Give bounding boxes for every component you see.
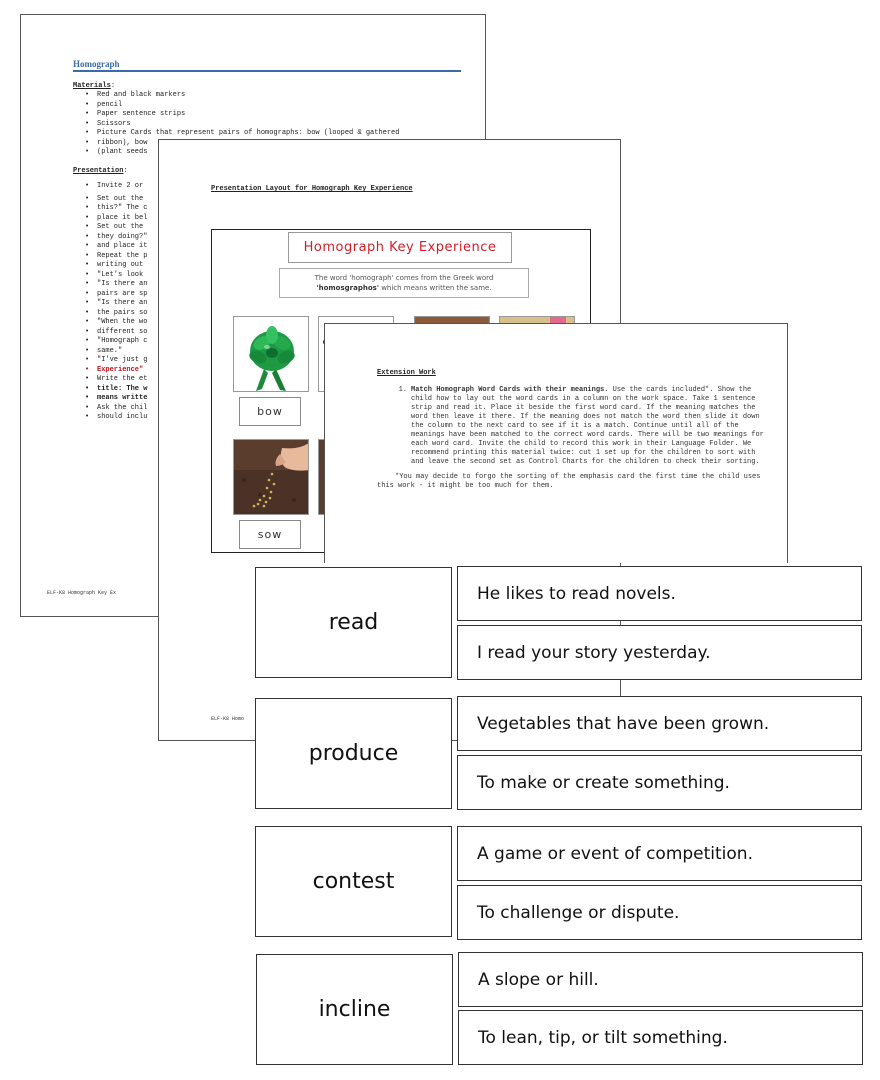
list-item: • Paper sentence strips bbox=[97, 110, 399, 120]
list-item: • place it bel bbox=[97, 214, 147, 224]
meaning-strip: A slope or hill. bbox=[458, 952, 863, 1007]
presentation-heading: Presentation bbox=[73, 167, 124, 175]
list-item: • means writte bbox=[97, 394, 147, 404]
word-card-incline: incline bbox=[256, 954, 453, 1065]
page-title bbox=[377, 369, 436, 377]
list-item: • Scissors bbox=[97, 120, 399, 130]
list-item: • Set out the bbox=[97, 195, 147, 205]
list-item: • "When the wo bbox=[97, 318, 147, 328]
presentation-list bbox=[73, 182, 147, 423]
list-item-continued: • (plant seeds bbox=[97, 148, 399, 158]
list-item: • "I've just g bbox=[97, 356, 147, 366]
meaning-strip: To lean, tip, or tilt something. bbox=[458, 1010, 863, 1065]
materials-section: Materials: • Red and black markers • pencil • Paper sentence strips • Scissors • Picture Cards that represent pairs of homographs: bow (looped & gathered • ribbon), bow • (plant seeds bbox=[73, 82, 399, 158]
list-item: • "Let's look bbox=[97, 271, 147, 281]
extension-body bbox=[377, 386, 767, 491]
subtitle-line: which means written the same. bbox=[378, 284, 492, 292]
list-item: • this?" The c bbox=[97, 204, 147, 214]
list-item: • same." bbox=[97, 347, 147, 357]
list-item: • "Homograph c bbox=[97, 337, 147, 347]
page-title: Presentation Layout for Homograph Key Experience bbox=[211, 185, 413, 193]
item-number: 1. bbox=[398, 386, 407, 394]
list-item: • different so bbox=[97, 328, 147, 338]
list-item: • "Is there an bbox=[97, 280, 147, 290]
list-item: • Ask the chil bbox=[97, 404, 147, 414]
list-item: • Experience" bbox=[97, 366, 147, 376]
list-item: • Red and black markers bbox=[97, 91, 399, 101]
panel-subtitle bbox=[279, 268, 529, 298]
subtitle-line: The word 'homograph' comes from the Greek word bbox=[314, 274, 494, 282]
item-text bbox=[411, 386, 767, 467]
list-item: • pencil bbox=[97, 101, 399, 111]
page-footer: ELF-K8 Homograph Key Ex bbox=[47, 590, 117, 596]
list-item: • should inclu bbox=[97, 413, 147, 423]
meaning-strip: He likes to read novels. bbox=[457, 566, 862, 621]
panel-title: Homograph Key Experience bbox=[288, 232, 512, 263]
list-item: • Repeat the p bbox=[97, 252, 147, 262]
list-item: • the pairs so bbox=[97, 309, 147, 319]
title-rule bbox=[73, 70, 461, 72]
word-card-sow: sow bbox=[239, 520, 301, 549]
meaning-strip: To make or create something. bbox=[457, 755, 862, 810]
word-card-bow: bow bbox=[239, 397, 301, 426]
numbered-item bbox=[377, 386, 767, 467]
list-item: • writing out bbox=[97, 261, 147, 271]
sowing-seeds-icon bbox=[234, 440, 309, 515]
page-footer: ELF-K8 Homo bbox=[211, 716, 245, 722]
word-card-read: read bbox=[255, 567, 452, 678]
sow-seeds-picture bbox=[233, 439, 309, 515]
item-heading: Match Homograph Word Cards with their meanings. bbox=[411, 386, 609, 394]
list-item: • title: The w bbox=[97, 385, 147, 395]
extension-work-page bbox=[324, 323, 788, 563]
list-item: • they doing?" bbox=[97, 233, 147, 243]
list-item-continued: • ribbon), bow bbox=[97, 139, 399, 149]
bow-ribbon-picture bbox=[233, 316, 309, 392]
footnote: *You may decide to forgo the sorting of the emphasis card the first time the child uses this work - it might be too much for them. bbox=[377, 473, 761, 490]
page-title: Homograph bbox=[73, 59, 120, 69]
meaning-strip: A game or event of competition. bbox=[457, 826, 862, 881]
list-item: • Write the et bbox=[97, 375, 147, 385]
list-item: • Set out the bbox=[97, 223, 147, 233]
list-item: • "Is there an bbox=[97, 299, 147, 309]
list-item: • and place it bbox=[97, 242, 147, 252]
meaning-strip: To challenge or dispute. bbox=[457, 885, 862, 940]
list-item: • Picture Cards that represent pairs of homographs: bow (looped & gathered bbox=[97, 129, 399, 139]
materials-heading: Materials bbox=[73, 82, 111, 90]
list-item: • Invite 2 or bbox=[97, 182, 147, 192]
greek-word: 'homosgraphos' bbox=[316, 284, 379, 292]
extension-heading: Extension Work bbox=[377, 369, 436, 377]
ribbon-bow-icon bbox=[234, 317, 309, 392]
word-card-contest: contest bbox=[255, 826, 452, 937]
list-item: • pairs are sp bbox=[97, 290, 147, 300]
meaning-strip: I read your story yesterday. bbox=[457, 625, 862, 680]
meaning-strip: Vegetables that have been grown. bbox=[457, 696, 862, 751]
presentation-section: Presentation: • Invite 2 or • Set out the • this?" The c • place it bel • Set out the • they doing?" • and place it • Repeat the p • writing out • "Let's look • "Is there an • pairs are sp • "Is there an • the pairs so • "When the wo • different so • "Homograph c • same." • "I've just g • Experience" • Write the et • title: The w • means writte • Ask the chil • should inclu bbox=[73, 167, 147, 423]
item-description: Use the cards included*. Show the child how to lay out the word cards in a column on the work space. Take 1 sentence strip and read it. Place it beside the first word card. If the meaning matches the word then leave it there. If the meaning does not match the word then slide it down the column to the next card to see if it is a match. Continue until all of the meanings have been matched to the correct word cards. There will be two meanings for each word card. Invite the child to record this work in their Language Folder. We recommend printing this material twice: cut 1 set up for the children to sort with and leave the second set as Control Charts for the children to check their sorting. bbox=[411, 386, 764, 466]
word-card-produce: produce bbox=[255, 698, 452, 809]
